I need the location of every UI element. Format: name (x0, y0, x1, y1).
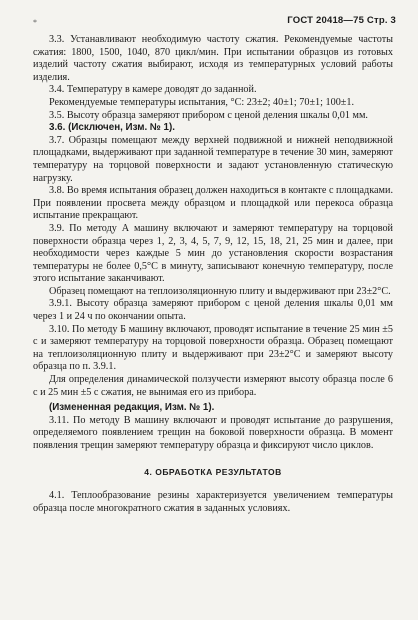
paragraph-3-3: 3.3. Устанавливают необходимую частоту сжатия. Рекомендуемые частоты сжатия: 1800, 1500, 1040, 870 цикл/мин. При испытании образцов из готовых изделий частоту сжатия выбирают, исходя из температурных условий работы изделия. (33, 34, 393, 83)
paragraph-specimen: Образец помещают на теплоизоляционную плиту и выдерживают при 23±2°С. (49, 285, 391, 297)
paragraph-3-10: 3.10. По методу Б машину включают, проводят испытание в течение 25 мин ±5 с и замеряют температуру на торцовой поверхности образца. Образец помещают на теплоизоляционную плиту и выдерживают при 23±2°С и замеряют высоту образца по п. 3.9.1. (33, 323, 393, 373)
paragraph-3-7: 3.7. Образцы помещают между верхней подвижной и нижней неподвижной площадками, выдерживают при заданной температуре в течение 30 мин, замеряют температуру на торцовой поверхности и задают установленную статическую нагрузку. (33, 134, 393, 184)
paragraph-3-8: 3.8. Во время испытания образец должен находиться в контакте с площадками. При появлении просвета между образцом и площадкой или перекоса образца испытание прекращают. (33, 185, 393, 222)
paragraph-3-9: 3.9. По методу А машину включают и замеряют температуру на торцовой поверхности образца через 1, 2, 3, 4, 5, 7, 9, 12, 15, 18, 21, 25 мин и далее, при необходимости через каждые 5 мин до установления скорости возрастания температуры не более 0,5°С в минуту, записывают конечную температуру, после этого испытание заканчивают. (33, 222, 393, 285)
paragraph-4-1: 4.1. Теплообразование резины характеризуется увеличением температуры образца после многократного сжатия в заданных условиях. (33, 490, 393, 514)
paragraph-creep: Для определения динамической ползучести измеряют высоту образца после 6 с и 25 мин ±5 с сжатия, не вынимая его из прибора. (33, 374, 393, 398)
page-header: ГОСТ 20418—75 Стр. 3 (287, 15, 396, 26)
paragraph-3-4: 3.4. Температуру в камере доводят до заданной. (49, 84, 257, 96)
paragraph-3-11: 3.11. По методу В машину включают и проводят испытание до разрушения, определяемого появлением трещин на боковой поверхности образца. В момент появления трещин замеряют температуру образца и фиксируют число циклов. (33, 414, 393, 451)
paragraph-3-9-1: 3.9.1. Высоту образца замеряют прибором с ценой деления шкалы 0,01 мм через 1 и 24 ч по окончании опыта. (33, 298, 393, 323)
paragraph-amended: (Измененная редакция, Изм. № 1). (49, 402, 215, 414)
paragraph-3-6: 3.6. (Исключен, Изм. № 1). (49, 122, 175, 134)
section-title: 4. ОБРАБОТКА РЕЗУЛЬТАТОВ (144, 466, 282, 477)
paragraph-temperatures: Рекомендуемые температуры испытания, °С: 23±2; 40±1; 70±1; 100±1. (49, 96, 355, 108)
corner-mark: * (33, 18, 37, 27)
document-body (33, 34, 393, 515)
paragraph-3-5: 3.5. Высоту образца замеряют прибором с ценой деления шкалы 0,01 мм. (49, 109, 368, 121)
